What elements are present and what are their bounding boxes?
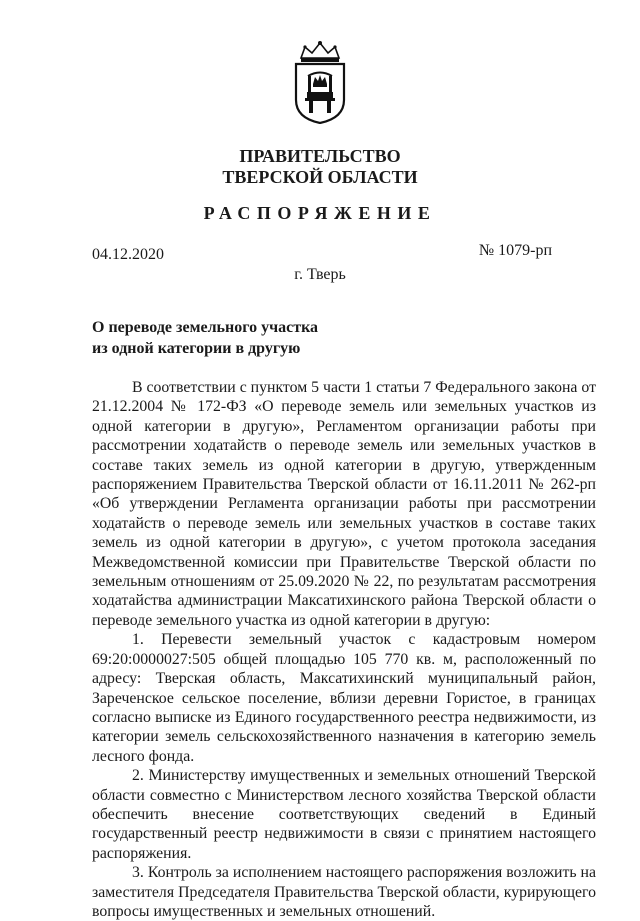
document-body: [92, 378, 596, 921]
document-number: № 1079-рп: [478, 242, 552, 259]
clause-2: 2. Министерству имущественных и земельных отношений Тверской области совместно с Министерством лесного хозяйства Тверской области обеспечить внесение соответствующих сведений в Единый государственный реестр недвижимости в связи с принятием настоящего распоряжения.: [92, 767, 596, 862]
document-date: 04.12.2020: [92, 246, 164, 263]
document-city: г. Тверь: [294, 266, 346, 283]
region-title: ТВЕРСКОЙ ОБЛАСТИ: [222, 167, 418, 187]
document-type: РАСПОРЯЖЕНИЕ: [203, 203, 437, 223]
subject-line: из одной категории в другую: [92, 340, 301, 357]
document-subject: [92, 317, 318, 359]
tver-coat-of-arms-icon: [291, 40, 349, 124]
government-title: ПРАВИТЕЛЬСТВО: [239, 146, 401, 166]
subject-line: О переводе земельного участка: [92, 319, 319, 336]
clause-1: 1. Перевести земельный участок с кадастровым номером 69:20:0000027:505 общей площадью 105 770 кв. м, расположенный по адресу: Тверская область, Максатихинский муниципальный район, Зареченское сельское поселение, вблизи деревни Гористое, в границах согласно выписке из Единого государственного реестра недвижимости, из категории земель сельскохозяйственного назначения в категорию земель лесного фонда.: [92, 631, 596, 765]
clause-3: 3. Контроль за исполнением настоящего распоряжения возложить на заместителя Председателя Правительства Тверской области, курирующего вопросы имущественных и земельных отношений.: [92, 864, 596, 920]
intro-paragraph: В соответствии с пунктом 5 части 1 статьи 7 Федерального закона от 21.12.2004 № 172-ФЗ «О переводе земель или земельных участков из одной категории в другую», Регламентом организации работы при рассмотрении ходатайств о переводе земель или земельных участков в составе таких земель из одной категории в другую, утвержденным распоряжением Правительства Тверской области от 16.11.2011 № 262-рп «Об утверждении Регламента организации работы при рассмотрении ходатайств о переводе земель или земельных участков в составе таких земель из одной категории в другую», с учетом протокола заседания Межведомственной комиссии при Правительстве Тверской области по земельным отношениям от 25.09.2020 № 22, по результатам рассмотрения ходатайства администрации Максатихинского района Тверской области о переводе земельного участка из одной категории в другую:: [92, 379, 596, 629]
